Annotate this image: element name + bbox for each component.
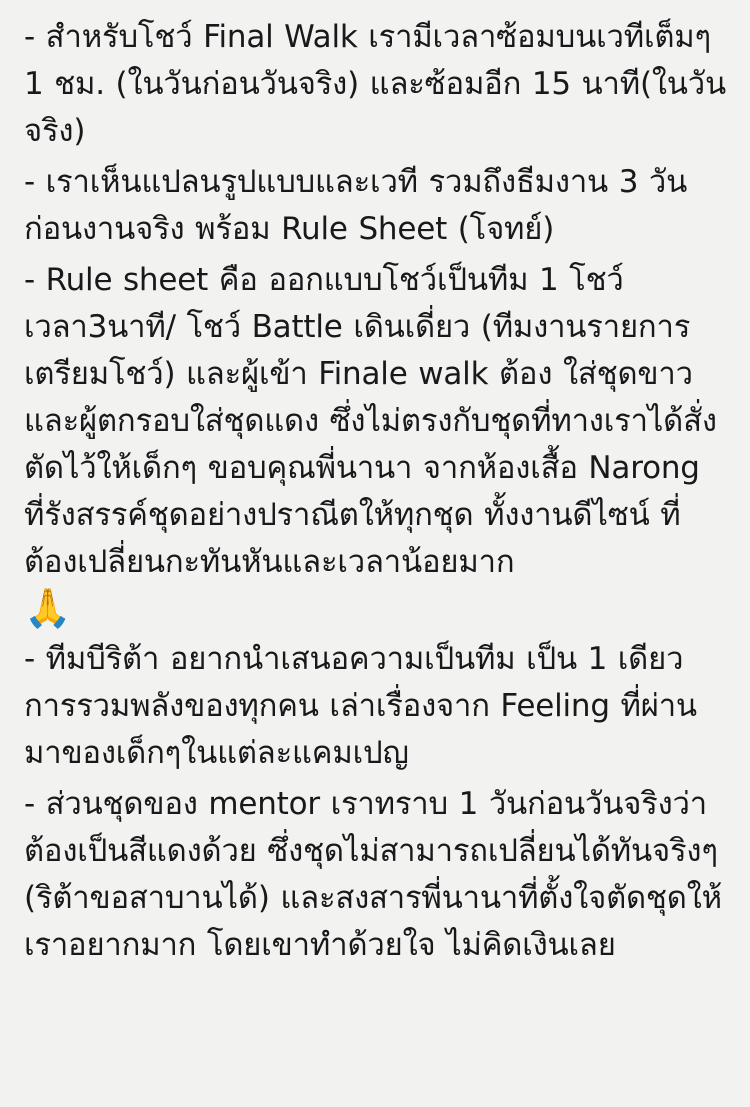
praying-hands-icon: 🙏 [24, 586, 72, 630]
paragraph-rule-sheet-details: - Rule sheet คือ ออกแบบโชว์เป็นทีม 1 โชว์ เวลา3นาที/ โชว์ Battle เดินเดี่ยว (ทีมงานรายการเตรียมโชว์) และผู้เข้า Finale walk ต้อง ใส่ชุดขาว และผู้ตกรอบใส่ชุดแดง ซึ่งไม่ตรงกับชุดที่ทางเราได้สั่งตัดไว้ให้เด็กๆ ขอบคุณพี่นานา จากห้องเสื้อ Narong ที่รังสรรค์ชุดอย่างปราณีตให้ทุกชุด ทั้งงานดีไซน์ ที่ต้องเปลี่ยนกะทันหันและเวลาน้อยมาก [24, 262, 717, 580]
paragraph-final-walk-rehearsal: - สำหรับโชว์ Final Walk เรามีเวลาซ้อมบนเวทีเต็มๆ 1 ชม. (ในวันก่อนวันจริง) และซ้อมอีก 15 นาที(ในวันจริง) [24, 19, 726, 149]
paragraph-team-concept: - ทีมบีริต้า อยากนำเสนอความเป็นทีม เป็น 1 เดียว การรวมพลังของทุกคน เล่าเรื่องจาก Feeling ที่ผ่านมาของเด็กๆในแต่ละแคมเปญ [24, 641, 697, 771]
praying-hands-emoji-line [24, 586, 726, 632]
paragraph-stage-plan-rule-sheet: - เราเห็นแปลนรูปแบบและเวที รวมถึงธีมงาน 3 วันก่อนงานจริง พร้อม Rule Sheet (โจทย์) [24, 164, 688, 247]
paragraph-mentor-outfit: - ส่วนชุดของ mentor เราทราบ 1 วันก่อนวันจริงว่าต้องเป็นสีแดงด้วย ซึ่งชุดไม่สามารถเปลี่ยนได้ทันจริงๆ (ริต้าขอสาบานได้) และสงสารพี่นานาที่ตั้งใจตัดชุดให้เราอยากมาก โดยเขาทำด้วยใจ ไม่คิดเงินเลย [24, 786, 729, 963]
